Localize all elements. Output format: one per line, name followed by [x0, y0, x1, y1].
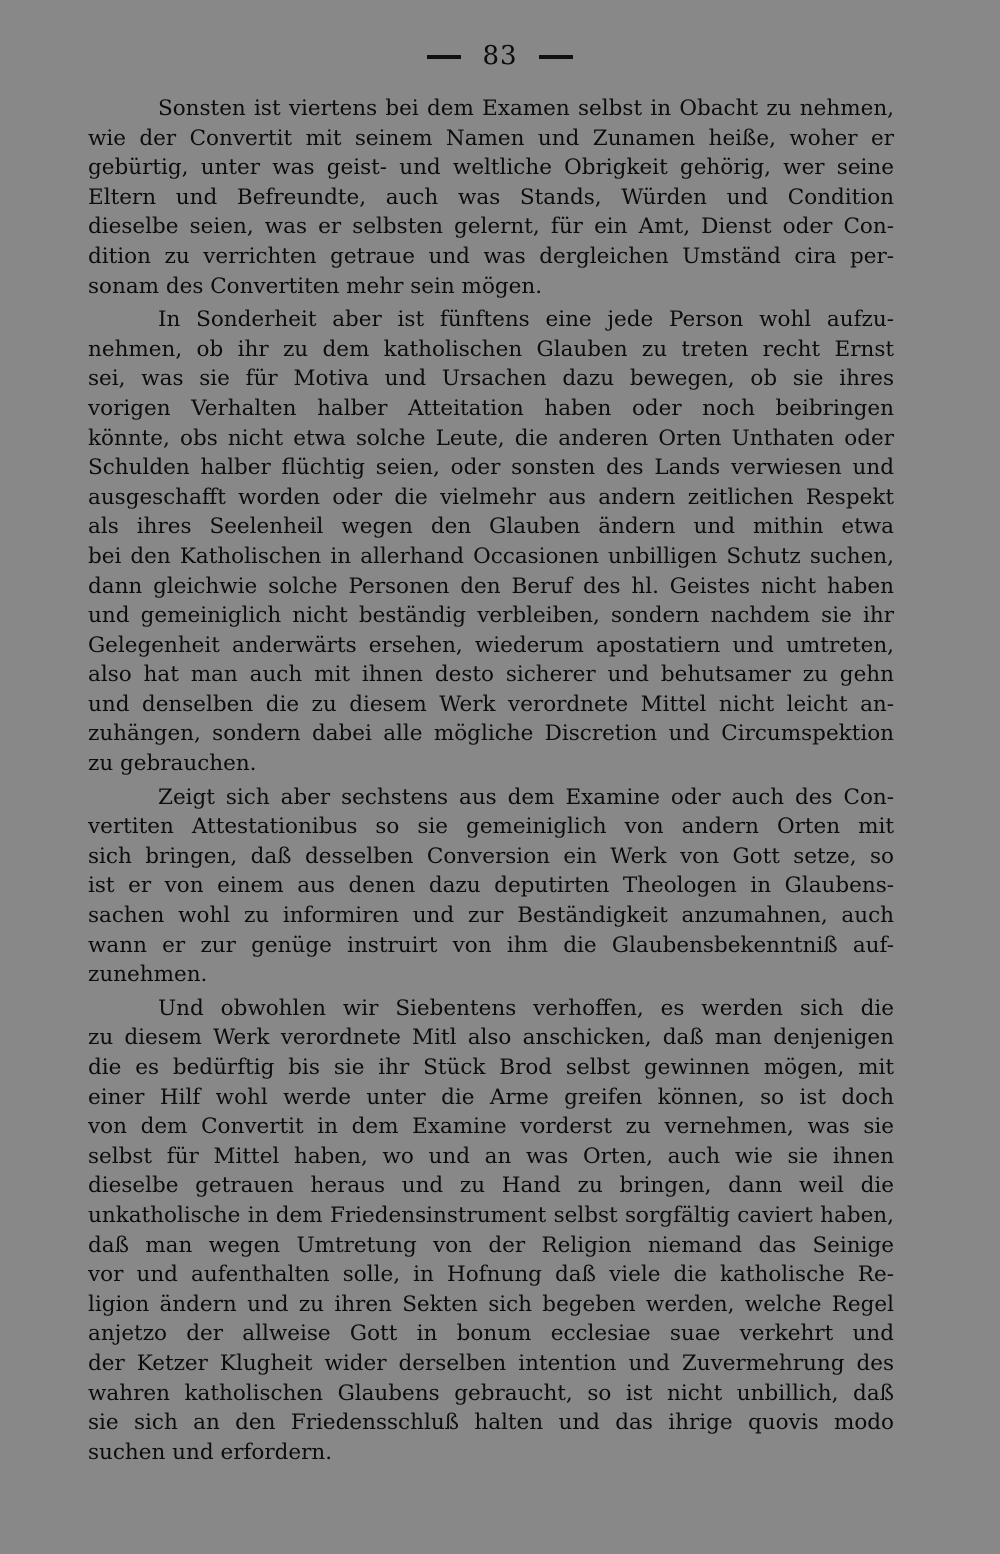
text-line: gebürtig, unter was geist- und weltliche Obrigkeit gehörig, wer seine — [88, 155, 894, 181]
text-line: zuhängen, sondern dabei alle mögliche Discretion und Circumspektion — [88, 721, 894, 747]
paragraph-3 — [88, 783, 894, 990]
page-number: 83 — [482, 41, 518, 71]
text-line: vorigen Verhalten halber Atteitation haben oder noch beibringen — [88, 395, 894, 421]
text-line: ligion ändern und zu ihren Sekten sich begeben werden, welche Regel — [88, 1291, 894, 1317]
text-line: suchen und erfordern. — [88, 1439, 333, 1465]
text-line: wie der Convertit mit seinem Namen und Zunamen heiße, woher er — [88, 125, 894, 151]
text-line: In Sonderheit aber ist fünftens eine jede Person wohl aufzu- — [158, 307, 894, 333]
text-line: unkatholische in dem Friedensinstrument selbst sorgfältig caviert haben, — [88, 1202, 894, 1228]
text-line: wann er zur genüge instruirt von ihm die Glaubensbekenntniß auf- — [88, 932, 894, 958]
text-line: dieselbe seien, was er selbsten gelernt, für ein Amt, Dienst oder Con- — [88, 214, 894, 240]
text-line: Sonsten ist viertens bei dem Examen selbst in Obacht zu nehmen, — [158, 96, 894, 121]
text-line: vertiten Attestationibus so sie gemeiniglich von andern Orten mit — [88, 814, 894, 840]
text-line: Schulden halber flüchtig seien, oder sonsten des Lands verwiesen und — [88, 455, 894, 481]
text-line: die es bedürftig bis sie ihr Stück Brod selbst gewinnen mögen, mit — [88, 1055, 894, 1080]
text-line: dann gleichwie solche Personen den Beruf des hl. Geistes nicht haben — [88, 573, 894, 599]
text-line: anjetzo der allweise Gott in bonum ecclesiae suae verkehrt und — [88, 1321, 894, 1347]
text-line: Eltern und Befreundte, auch was Stands, Würden und Condition — [88, 184, 894, 210]
text-line: bei den Katholischen in allerhand Occasionen unbilligen Schutz suchen, — [88, 543, 894, 569]
body-text — [88, 94, 894, 1467]
text-line: sie sich an den Friedensschluß halten und das ihrige quovis modo — [88, 1410, 894, 1436]
text-line: sei, was sie für Motiva und Ursachen dazu bewegen, ob sie ihres — [88, 366, 894, 392]
text-line: als ihres Seelenheil wegen den Glauben ändern und mithin etwa — [88, 514, 894, 540]
text-line: ausgeschafft worden oder die vielmehr aus andern zeitlichen Respekt — [88, 484, 894, 510]
text-line: also hat man auch mit ihnen desto sicherer und behutsamer zu gehn — [88, 662, 894, 688]
text-line: Und obwohlen wir Siebentens verhoffen, es werden sich die — [158, 995, 894, 1021]
text-line: Zeigt sich aber sechstens aus dem Examine oder auch des Con- — [158, 784, 894, 810]
text-line: könnte, obs nicht etwa solche Leute, die anderen Orten Unthaten oder — [88, 425, 894, 451]
text-line: daß man wegen Umtretung von der Religion niemand das Seinige — [88, 1232, 894, 1258]
text-line: von dem Convertit in dem Examine vorderst zu vernehmen, was sie — [88, 1114, 894, 1140]
text-line: wahren katholischen Glaubens gebraucht, so ist nicht unbillich, daß — [88, 1380, 894, 1406]
header-dash-left — [427, 55, 461, 59]
text-line: einer Hilf wohl werde unter die Arme greifen können, so ist doch — [88, 1084, 894, 1110]
text-line: zu gebrauchen. — [88, 751, 257, 777]
paragraph-2 — [88, 305, 894, 779]
text-line: dition zu verrichten getraue und was dergleichen Umständ cira per- — [88, 243, 894, 269]
text-line: selbst für Mittel haben, wo und an was Orten, auch wie sie ihnen — [88, 1143, 894, 1169]
text-line: sich bringen, daß desselben Conversion ein Werk von Gott setze, so — [88, 843, 894, 869]
text-line: zu diesem Werk verordnete Mitl also anschicken, daß man denjenigen — [88, 1025, 894, 1051]
text-line: ist er von einem aus denen dazu deputirten Theologen in Glaubens- — [88, 873, 894, 899]
text-line: Gelegenheit anderwärts ersehen, wiederum apostatiern und umtreten, — [88, 632, 894, 658]
paragraph-4 — [88, 994, 894, 1468]
text-line: sonam des Convertiten mehr sein mögen. — [88, 273, 543, 299]
text-line: und gemeiniglich nicht beständig verbleiben, sondern nachdem sie ihr — [88, 603, 894, 629]
text-line: vor und aufenthalten solle, in Hofnung daß viele die katholische Re- — [88, 1262, 894, 1288]
paragraph-1 — [88, 94, 894, 301]
page-header — [0, 40, 1000, 72]
text-line: sachen wohl zu informiren und zur Beständigkeit anzumahnen, auch — [88, 903, 894, 929]
text-line: dieselbe getrauen heraus und zu Hand zu bringen, dann weil die — [88, 1173, 894, 1199]
text-line: nehmen, ob ihr zu dem katholischen Glauben zu treten recht Ernst — [88, 336, 894, 362]
text-line: und denselben die zu diesem Werk verordnete Mittel nicht leicht an- — [88, 691, 894, 717]
text-line: der Ketzer Klugheit wider derselben intention und Zuvermehrung des — [88, 1350, 894, 1376]
header-dash-right — [539, 55, 573, 59]
text-line: zunehmen. — [88, 962, 208, 988]
